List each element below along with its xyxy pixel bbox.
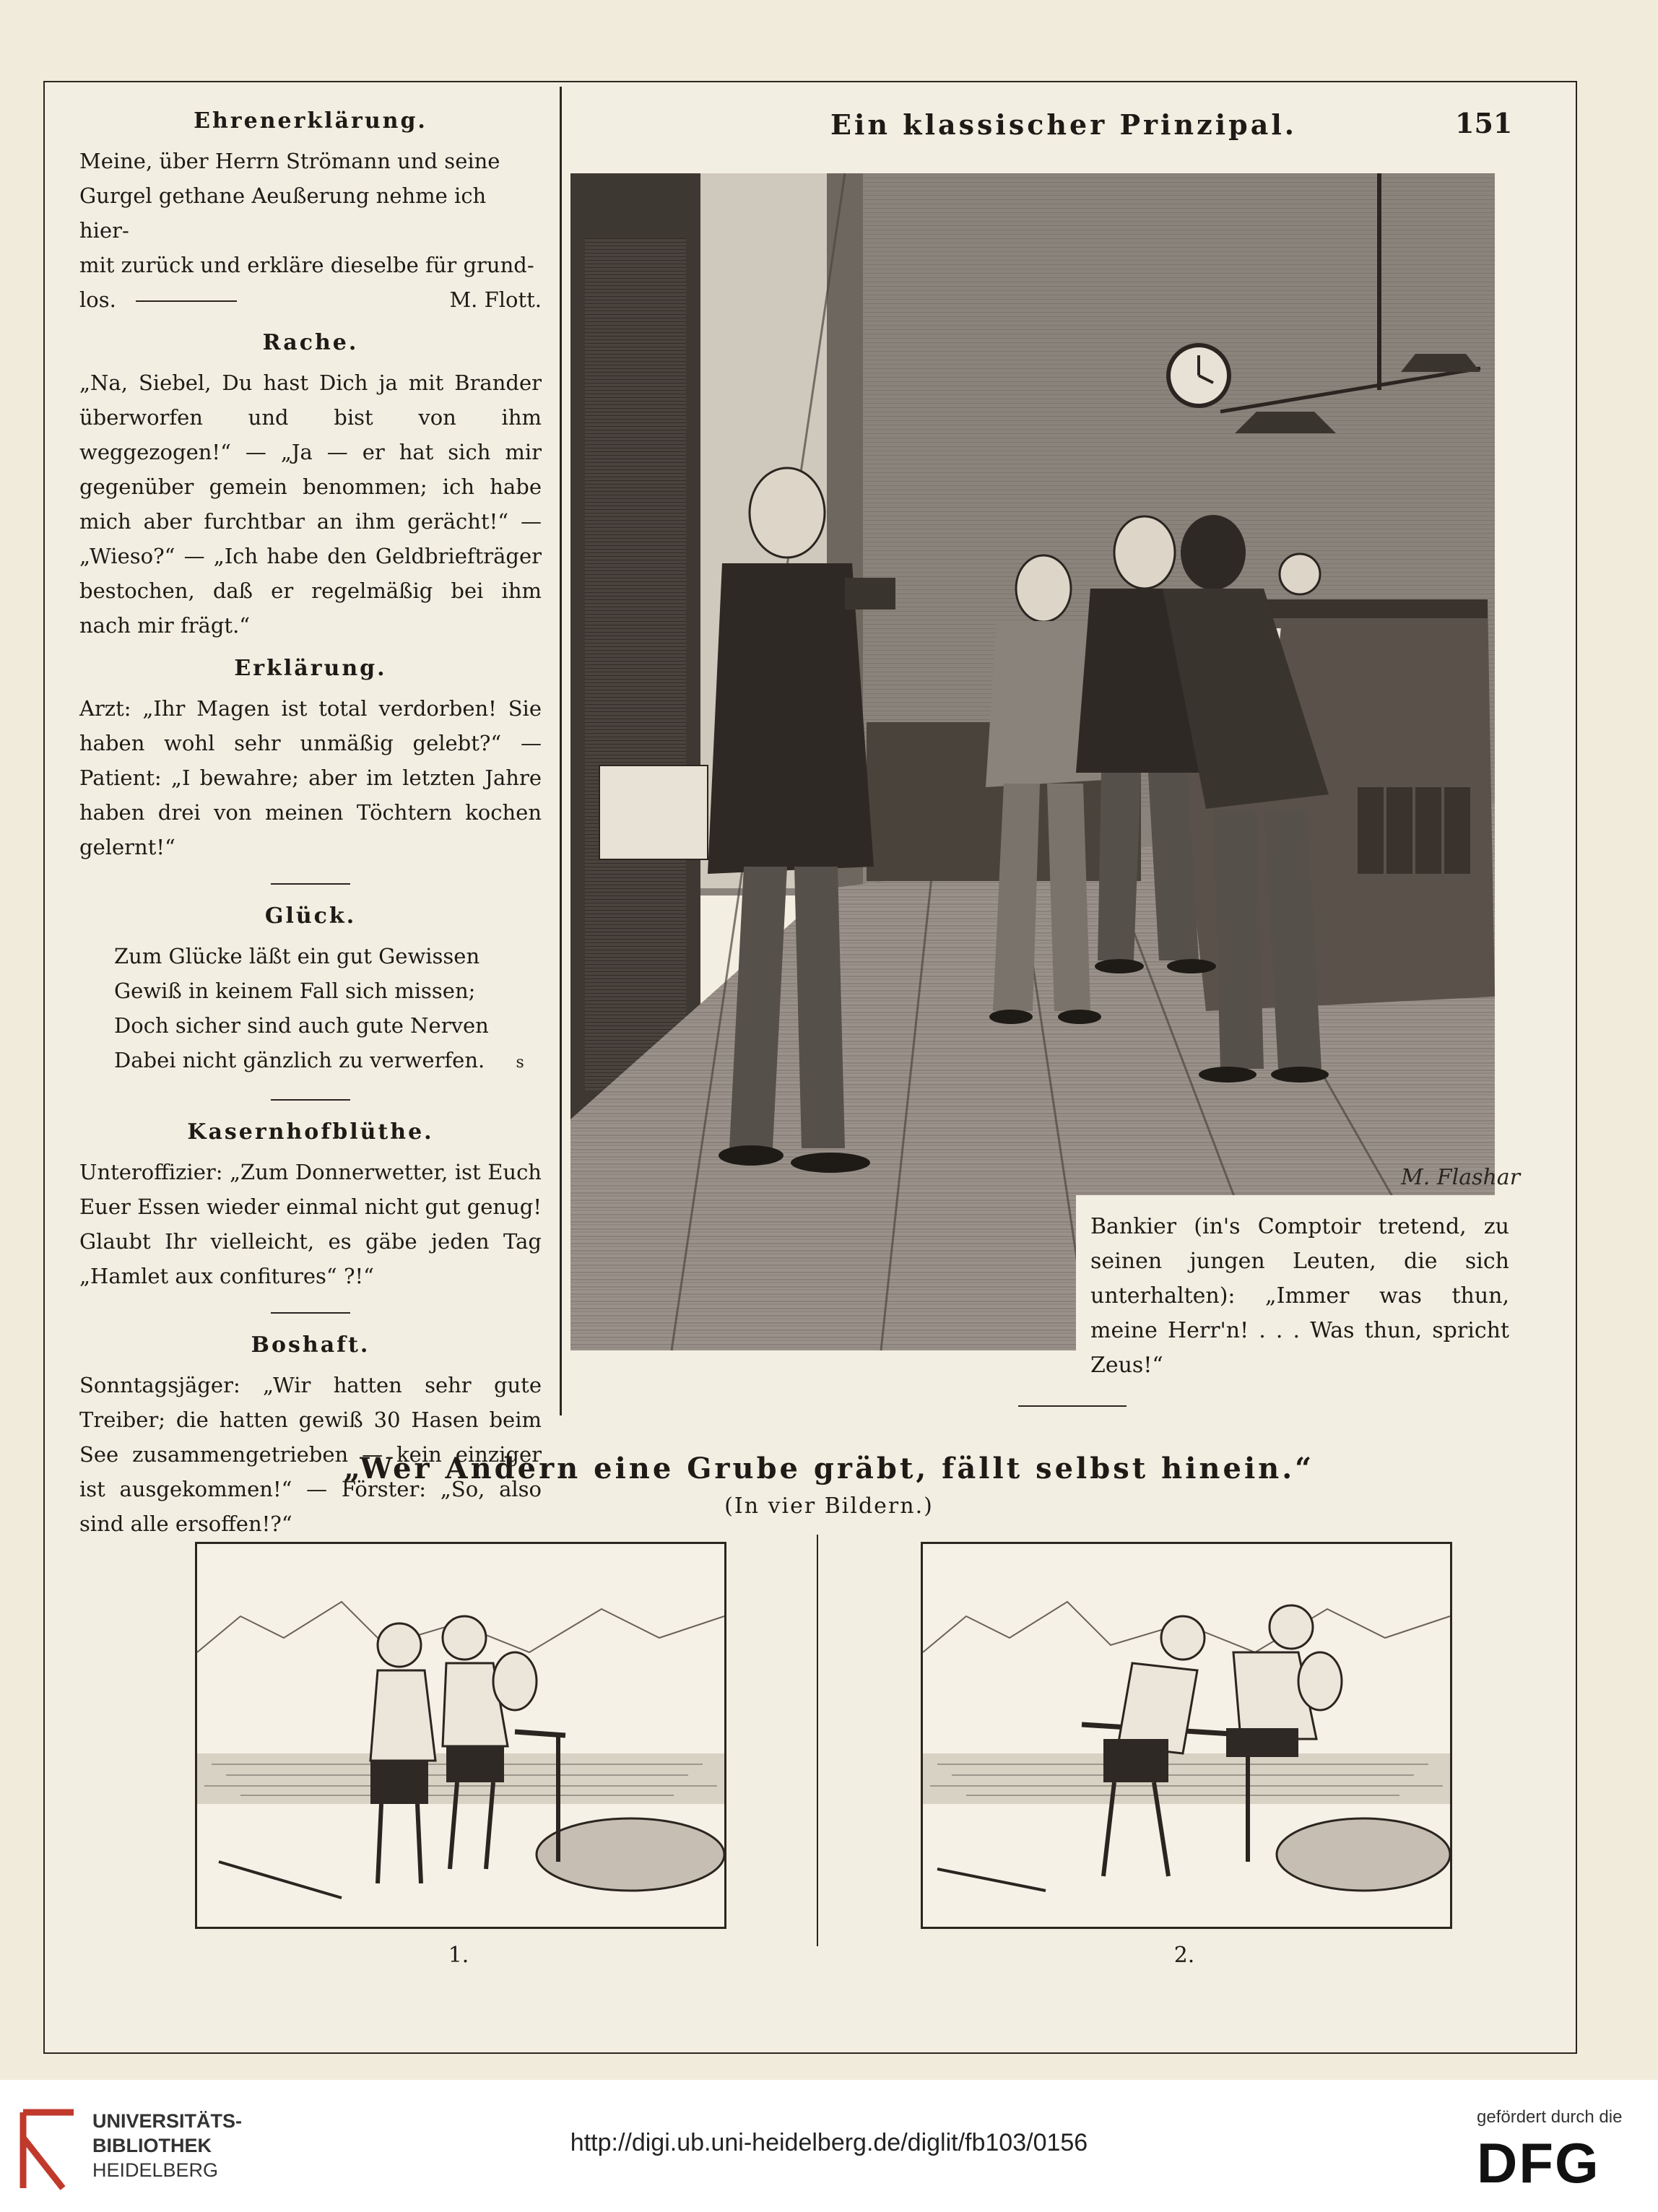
section-title: Glück. [264, 903, 357, 929]
section-text: „Na, Siebel, Du hast Dich ja mit Brander überworfen und bist von ihm weggezogen!“ — „Ja — er hat sich mir gegenüber gemein benommen; ich habe mich aber furchtbar an ihm gerächt!“ — „Wieso?“ — „Ich habe den Geldbriefträger bestochen, daß er regelmäßig bei ihm nach mir frägt.“ [79, 370, 542, 638]
section-ehrenerklaerung [79, 108, 542, 317]
section-title: Boshaft. [251, 1332, 370, 1358]
signature: M. Flott. [449, 287, 542, 312]
poem [79, 939, 542, 1080]
column-rule [560, 87, 562, 1415]
library-name-line: HEIDELBERG [92, 2159, 219, 2181]
poem-line: Zum Glücke läßt ein gut Gewissen [114, 944, 480, 968]
cartoon-panel-2 [921, 1542, 1452, 1929]
cartoon-title: „Wer Andern eine Grube gräbt, fällt selbst hinein.“ [343, 1452, 1315, 1485]
signature-dash [136, 300, 237, 302]
artist-signature: M. Flashar [1401, 1165, 1521, 1190]
poem-line: Gewiß in keinem Fall sich missen; [114, 979, 476, 1003]
section-title: Kasernhofblüthe. [187, 1119, 434, 1145]
panel-1-drawing [197, 1544, 724, 1927]
section-text: Unteroffizier: „Zum Donnerwetter, ist Euch Euer Essen wieder einmal nicht gut genug! Glaubt Ihr vielleicht, es gäbe jeden Tag „Hamlet aux confitures“ ?!“ [79, 1160, 542, 1288]
section-text: Sonntagsjäger: „Wir hatten sehr gute Treiber; die hatten gewiß 30 Hasen beim See zusammengetrieben — kein einziger ist ausgekommen!“ — Förster: „So, also sind alle ersoffen!?“ [79, 1373, 542, 1536]
section-rache [79, 330, 542, 643]
caption-box [1076, 1195, 1509, 1376]
text-fragment: los. [79, 287, 116, 312]
section-kasernhofbluethe [79, 1119, 542, 1293]
funder-label: gefördert durch die [1477, 2107, 1623, 2127]
divider [271, 1312, 350, 1314]
section-title: Erklärung. [234, 656, 387, 681]
permalink-url[interactable]: http://digi.ub.uni-heidelberg.de/diglit/fb103/0156 [570, 2129, 1088, 2156]
section-title: Ehrenerklärung. [194, 108, 427, 134]
poem-line: Doch sicher sind auch gute Nerven [114, 1013, 489, 1038]
cartoon-panel-1 [195, 1542, 726, 1929]
divider [271, 883, 350, 885]
illustration-caption: Bankier (in's Comptoir tretend, zu seinen jungen Leuten, die sich unterhalten): „Immer was thun, meine Herr'n! . . . Was thun, spricht Zeus!“ [1090, 1214, 1509, 1378]
engraving-office-scene [570, 173, 1521, 1350]
section-glueck [79, 903, 542, 1080]
divider [271, 1099, 350, 1101]
left-column [79, 108, 542, 1571]
divider [1018, 1405, 1127, 1407]
panel-number-2: 2. [1173, 1943, 1195, 1968]
cartoon-subtitle: (In vier Bildern.) [724, 1493, 934, 1519]
office-illustration [570, 173, 1521, 1350]
section-text: Arzt: „Ihr Magen ist total verdorben! Sie haben wohl sehr unmäßig gelebt?“ — Patient: „I bewahre; aber im letzten Jahre haben drei von meinen Töchtern kochen gelernt!“ [79, 696, 542, 859]
panel-separator [817, 1535, 818, 1946]
author-mark: s [516, 1054, 524, 1072]
panel-2-drawing [923, 1544, 1450, 1927]
page-number: 151 [1455, 107, 1513, 139]
section-title: Rache. [262, 330, 359, 355]
dfg-logo: DFG [1477, 2131, 1600, 2195]
section-text [79, 144, 542, 317]
poem-line-last [114, 1043, 542, 1080]
panel-number-1: 1. [448, 1943, 469, 1968]
text-line: Meine, über Herrn Strömann und seine [79, 149, 500, 173]
library-name-line: UNIVERSITÄTS- [92, 2110, 243, 2132]
page-title: Ein klassischer Prinzipal. [830, 108, 1297, 141]
section-erklaerung [79, 656, 542, 864]
poem-line: Dabei nicht gänzlich zu verwerfen. [114, 1048, 485, 1072]
signature-line [79, 282, 542, 317]
library-name-line: BIBLIOTHEK [92, 2135, 212, 2156]
text-line: Gurgel gethane Aeußerung nehme ich hier- [79, 183, 487, 243]
text-line: mit zurück und erkläre dieselbe für grund- [79, 253, 534, 277]
